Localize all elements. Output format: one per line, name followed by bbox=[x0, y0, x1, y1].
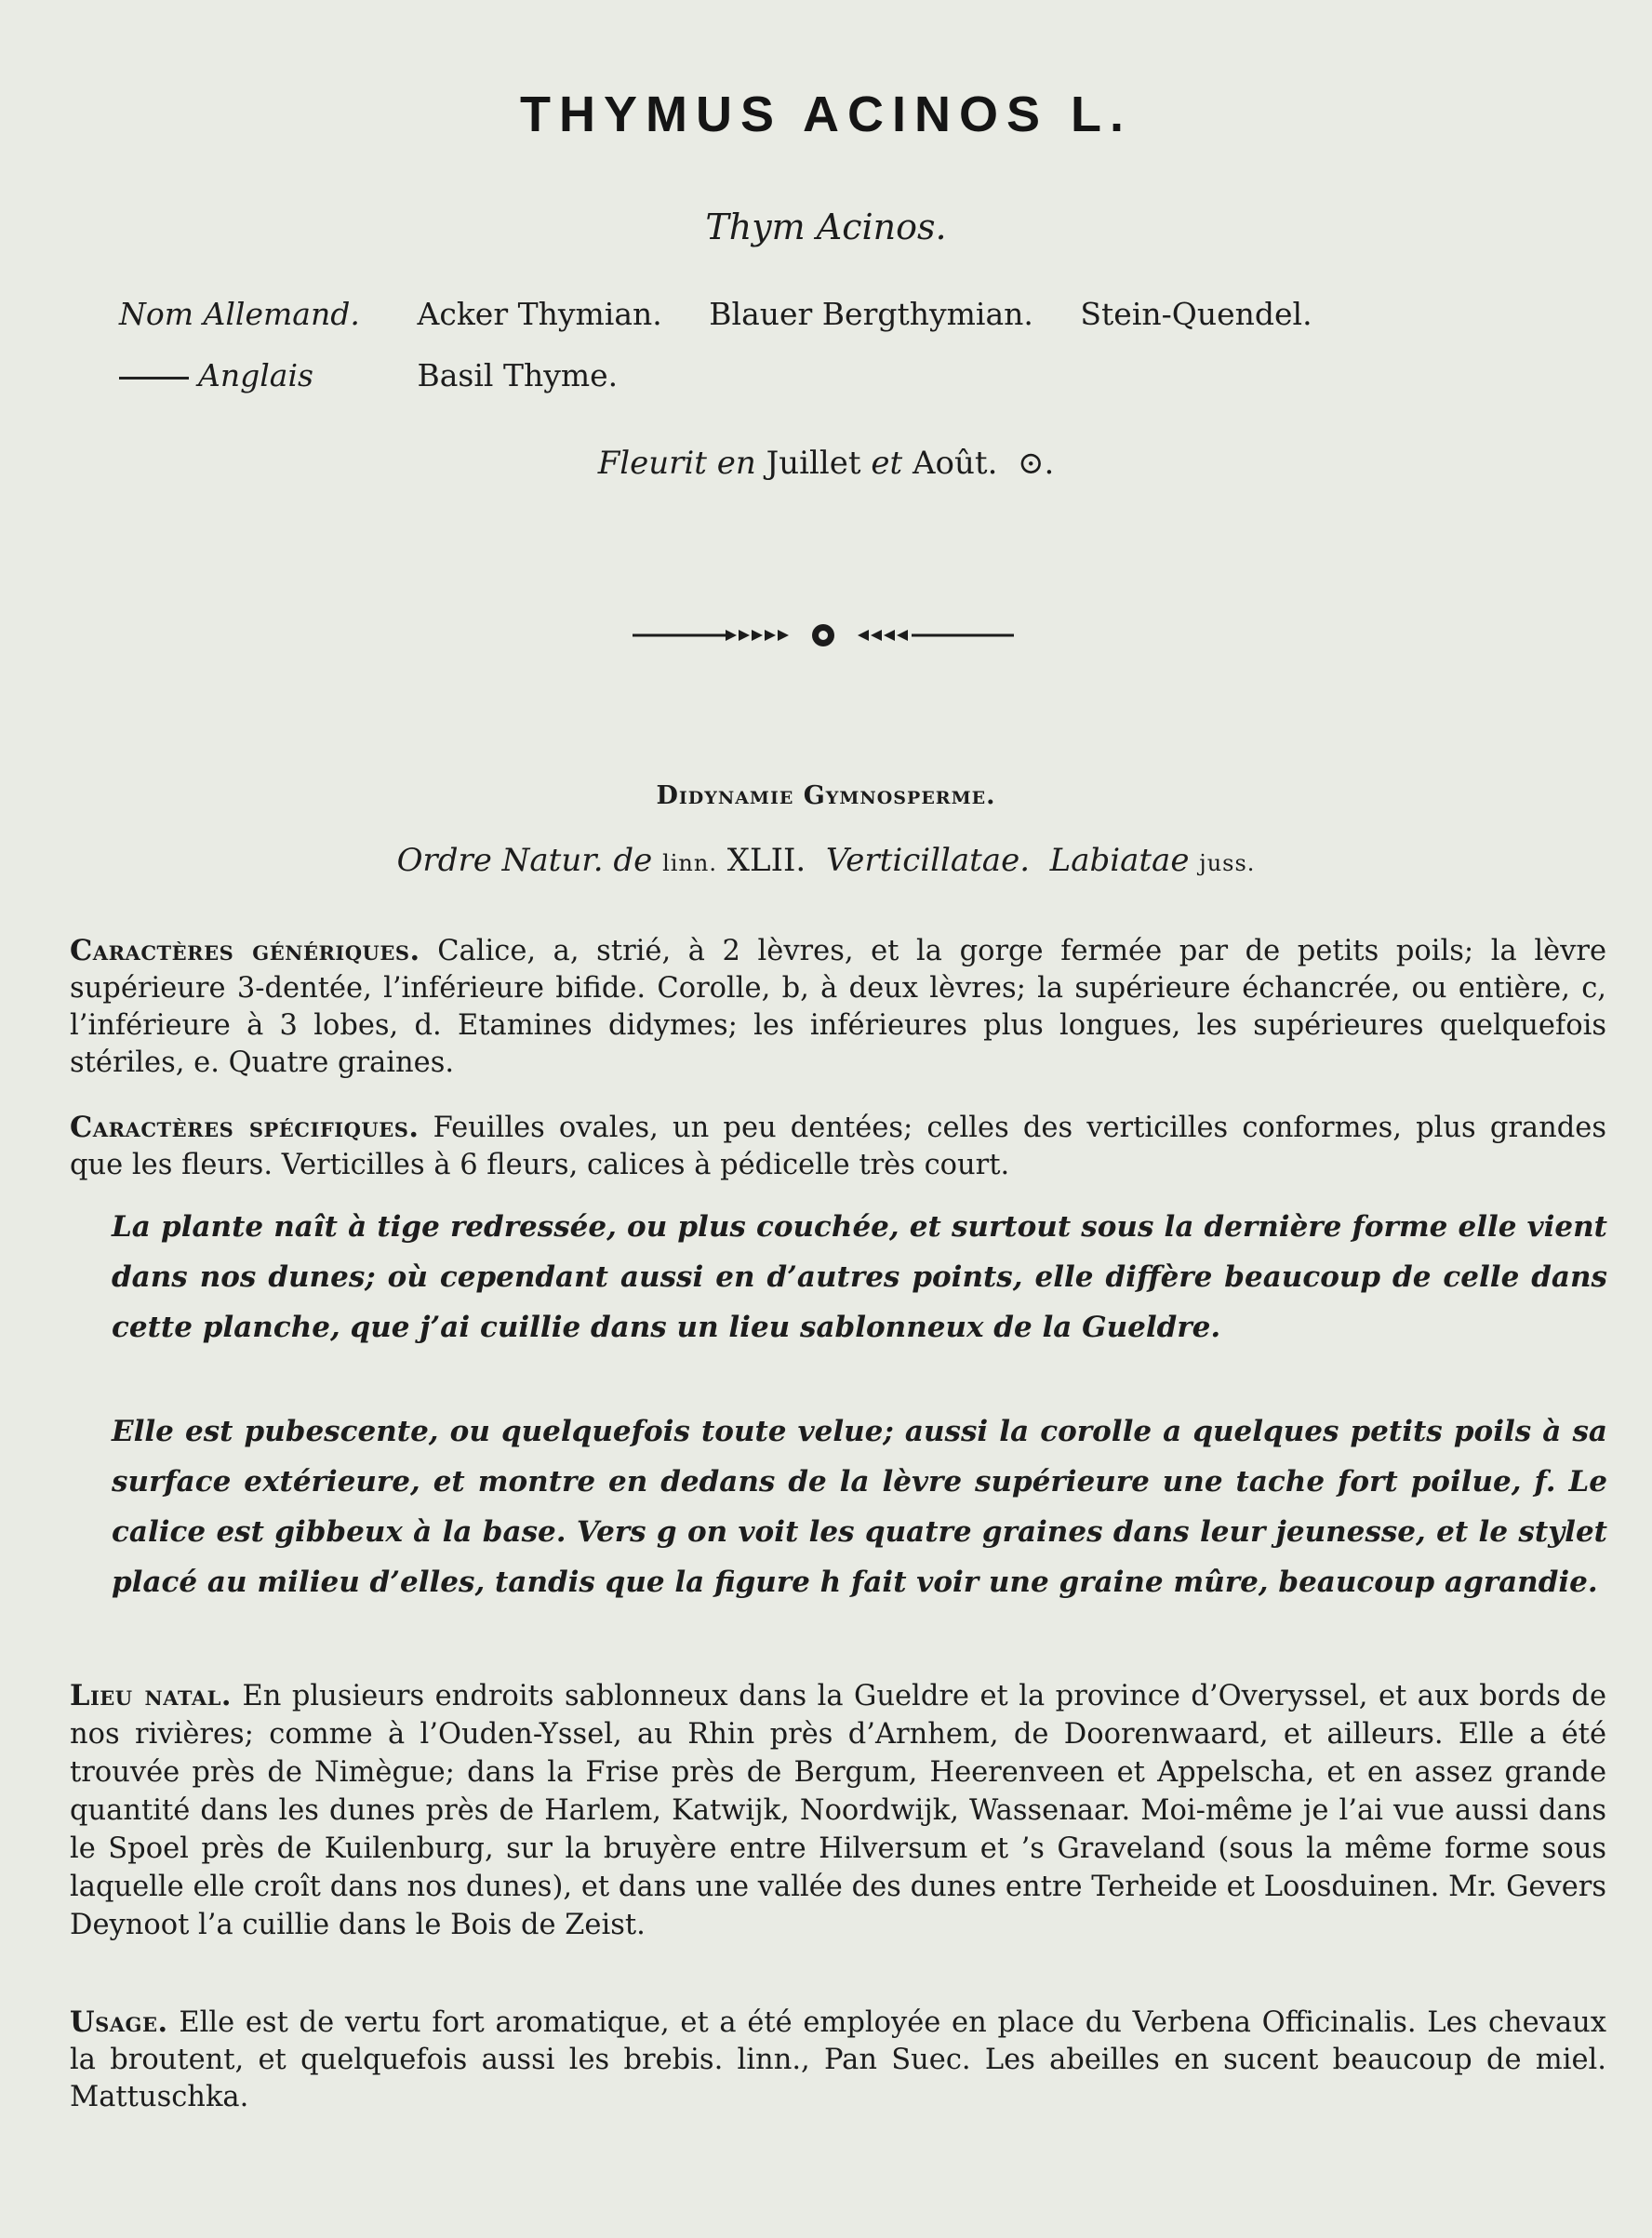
common-name: Thym Acinos. bbox=[705, 206, 947, 247]
german-label: Nom Allemand. bbox=[119, 296, 360, 332]
german-name: Acker Thymian. bbox=[417, 296, 662, 332]
habitat-section bbox=[70, 1677, 1606, 1944]
juss-abbrev: juss. bbox=[1199, 850, 1256, 876]
order-name: Verticillatae. bbox=[825, 842, 1030, 879]
english-names-row bbox=[119, 357, 1350, 419]
linnaean-class: Didynamie Gymnosperme. bbox=[656, 781, 996, 810]
section-text: En plusieurs endroits sablonneux dans la Gueldre et la province d’Overyssel, et aux bords de nos rivières; comme à l’Ouden-Yssel, au Rhin près d’Arnhem, de Doorenwaard, et ailleurs. Elle a été trouvée près de Nimègue; dans la Frise près de Bergum, Heerenveen et Appelscha, et en assez grande quantité dans les dunes près de Harlem, Katwijk, Noordwijk, Wassenaar. Moi-même je l’ai vue aussi dans le Spoel près de Kuilenburg, sur la bruyère entre Hilversum et ’s Graveland (sous la même forme sous laquelle elle croît dans nos dunes), et dans une vallée des dunes entre Terheide et Loosduinen. Mr. Gevers Deynoot l’a cuillie dans le Bois de Zeist. bbox=[70, 1680, 1606, 1941]
section-text: Calice, a, strié, à 2 lèvres, et la gorge fermée par de petits poils; la lèvre supérieure 3-dentée, l’inférieure bifide. Corolle, b, à deux lèvres; la supérieure échancrée, ou entière, c, l’inférieure à 3 lobes, d. Etamines didymes; les inférieures plus longues, les supérieures quelquefois stériles, e. Quatre graines. bbox=[70, 935, 1607, 1079]
german-name: Stein-Quendel. bbox=[1080, 296, 1312, 332]
flowering-en: en bbox=[716, 445, 756, 482]
english-label: Anglais bbox=[198, 357, 313, 393]
description-paragraph: La plante naît à tige redressée, ou plus couchée, et surtout sous la dernière forme elle vient dans nos dunes; où cependant aussi en d’autres points, elle diffère beaucoup de celle dans cette planche, que j’ai cuillie dans un lieu sablonneux de la Gueldre. bbox=[112, 1210, 1607, 1344]
family-name: Labiatae bbox=[1049, 842, 1190, 879]
english-label-wrap bbox=[119, 357, 407, 393]
description-paragraph: Elle est pubescente, ou quelquefois toute velue; aussi la corolle a quelques petits poils à sa surface extérieure, et montre en dedans de la lèvre supérieure une tache fort poilue, f. Le calice est gibbeux à la base. Vers g on voit les quatre graines dans leur jeunesse, et le stylet placé au milieu d’elles, tandis que la figure h fait voir une graine mûre, beaucoup agrandie. bbox=[112, 1415, 1607, 1599]
english-name: Basil Thyme. bbox=[417, 357, 619, 393]
section-heading: Lieu natal. bbox=[70, 1679, 232, 1712]
flowering-period bbox=[0, 445, 1652, 482]
section-heading: Usage. bbox=[70, 2005, 168, 2039]
ornament-divider-icon bbox=[633, 621, 1014, 649]
page-title: THYMUS ACINOS L. bbox=[519, 87, 1132, 142]
german-names-row bbox=[119, 296, 1350, 357]
usage-section bbox=[70, 2004, 1606, 2116]
flowering-month-2: Août. bbox=[912, 445, 998, 482]
flowering-month: Juillet bbox=[766, 445, 861, 482]
german-name: Blauer Bergthymian. bbox=[709, 296, 1033, 332]
flowering-label: Fleurit bbox=[597, 445, 707, 482]
specific-characters bbox=[70, 1109, 1606, 1184]
section-heading: Caractères spécifiques. bbox=[70, 1111, 420, 1144]
section-text: Feuilles ovales, un peu dentées; celles des verticilles conformes, plus grandes que les fleurs. Verticilles à 6 fleurs, calices à pédicelle très court. bbox=[70, 1112, 1606, 1181]
ditto-dash bbox=[119, 377, 189, 380]
natural-order bbox=[0, 842, 1652, 879]
generic-characters bbox=[70, 932, 1606, 1082]
vernacular-names bbox=[119, 296, 1350, 419]
linn-abbrev: linn. bbox=[662, 850, 717, 876]
flowering-conj: et bbox=[871, 445, 903, 482]
annual-symbol: ⊙. bbox=[1018, 445, 1055, 482]
section-text: Elle est de vertu fort aromatique, et a été employée en place du Verbena Officinalis. Les chevaux la broutent, et quelquefois aussi les brebis. linn., Pan Suec. Les abeilles en sucent beaucoup de miel. Mattuschka. bbox=[70, 2006, 1606, 2113]
section-heading: Caractères génériques. bbox=[70, 934, 420, 967]
order-number: XLII. bbox=[726, 842, 806, 879]
order-prefix: Ordre Natur. de bbox=[396, 842, 653, 879]
